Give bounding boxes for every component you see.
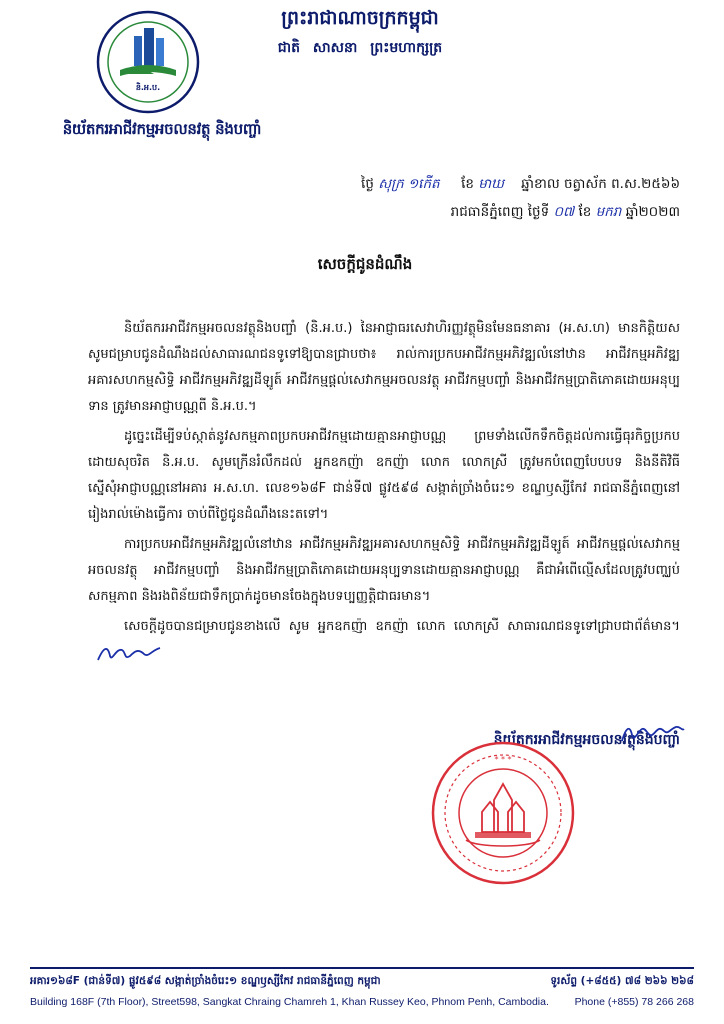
- national-motto: ជាតិ សាសនា ព្រះមហាក្សត្រ: [277, 40, 443, 56]
- paragraph-2: ដូច្នេះដើម្បីទប់ស្កាត់នូវសកម្មភាពប្រកបអាជីវកម្មដោយគ្មានអាជ្ញាបណ្ណ ព្រមទាំងលើកទឹកចិត្តដល់ការធ្វើធុរកិច្ចប្រកបដោយសុចរិត និ.អ.ប. សូមក្រើនរំលឹកដល់ អ្នកឧកញ៉ា ឧកញ៉ា លោក លោកស្រី ត្រូវមកបំពេញបែបបទ និងនីតិវិធីស្នើសុំអាជ្ញាបណ្ណនៅអគារ អ.ស.ហ. លេខ១៦៨F ជាន់ទី៧ ផ្លូវ៥៩៨ សង្កាត់ច្រាំងចំរេះ១ ខណ្ឌឫស្សីកែវ រាជធានីភ្នំពេញនៅរៀងរាល់ម៉ោងធ្វើការ ចាប់ពីថ្ងៃជូនដំណឹងនេះតទៅ។: [88, 429, 680, 522]
- org-name: និយ័តករអាជីវកម្មអចលនវត្ថុ និងបញ្ចាំ: [62, 120, 262, 138]
- footer-phone-kh: ទូរស័ព្ទ (+៨៥៥) ៧៨ ២៦៦ ២៦៨: [550, 975, 694, 987]
- footer-divider: [30, 967, 694, 969]
- paragraph-4: [88, 614, 680, 666]
- initial-signature: [94, 642, 164, 664]
- solar-month-prefix: ខែ: [578, 204, 592, 220]
- solar-year: ឆ្នាំ២០២៣: [625, 204, 680, 220]
- svg-text:* * *: * * *: [494, 755, 512, 764]
- paragraph-4-text: សេចក្តីដូចបានជម្រាបជូនខាងលើ សូម អ្នកឧកញ៉ា ឧកញ៉ា លោក លោកស្រី សាធារណជនទូទៅជ្រាបជាព័ត៌មាន។: [124, 619, 680, 634]
- lunar-day-prefix: ថ្ងៃ: [361, 176, 374, 192]
- lunar-month-prefix: ខែ: [461, 176, 474, 192]
- signatory-org-name: និយ័តករអាជីវកម្មអចលនវត្ថុនិងបញ្ចាំ: [493, 732, 680, 748]
- logo-abbr: និ.អ.ប.: [135, 83, 161, 92]
- notice-body: [88, 316, 680, 670]
- lunar-month-handwritten: មាឃ: [478, 176, 504, 192]
- solar-date-line: [280, 203, 680, 223]
- solar-day-handwritten: ០៧: [553, 204, 575, 220]
- signature-mark: [618, 721, 688, 747]
- lunar-date-line: [280, 175, 680, 195]
- solar-month-handwritten: មករា: [595, 204, 622, 220]
- kingdom-heading: ព្រះរាជាណាចក្រកម្ពុជា: [281, 7, 439, 29]
- regulator-logo: [96, 10, 200, 114]
- lunar-year: ឆ្នាំខាល ចត្វាស័ក ព.ស.២៥៦៦: [521, 176, 680, 192]
- footer-address-kh: អគារ១៦៨F (ជាន់ទី៧) ផ្លូវ៥៩៨ សង្កាត់ច្រាំងចំរេះ១ ខណ្ឌឫស្សីកែវ រាជធានីភ្នំពេញ កម្ពុជា: [30, 975, 381, 987]
- footer-address-en: Building 168F (7th Floor), Street598, Sangkat Chraing Chamreh 1, Khan Russey Keo, Phnom Penh, Cambodia.: [30, 996, 549, 1008]
- paragraph-3: ការប្រកបអាជីវកម្មអភិវឌ្ឍលំនៅឋាន អាជីវកម្មអភិវឌ្ឍអគារសហកម្មសិទ្ធិ អាជីវកម្មអភិវឌ្ឍដីឡូត៍ អាជីវកម្មផ្ដល់សេវាកម្មអចលនវត្ថុ អាជីវកម្មបញ្ចាំ និងអាជីវកម្មប្រាតិភោគដោយអនុប្បទានដោយគ្មានអាជ្ញាបណ្ណ គឺជាអំពើល្មើសដែលត្រូវបញ្ឈប់សកម្មភាព និងរងពិន័យជាទឹកប្រាក់ដូចមានចែងក្នុងបទប្បញ្ញត្តិជាធរមាន។: [88, 537, 680, 604]
- notice-title: សេចក្ដីជូនដំណឹង: [317, 255, 413, 273]
- official-seal-stamp: [430, 740, 576, 886]
- paragraph-1: និយ័តករអាជីវកម្មអចលនវត្ថុនិងបញ្ចាំ (និ.អ.ប.) នៃអាជ្ញាធរសេវាហិរញ្ញវត្ថុមិនមែនធនាគារ (អ.ស.ហ) មានកិត្តិយសសូមជម្រាបជូនដំណឹងដល់សាធារណជនទូទៅឱ្យបានជ្រាបថា៖ រាល់ការប្រកបអាជីវកម្មអភិវឌ្ឍលំនៅឋាន អាជីវកម្មអភិវឌ្ឍអគារសហកម្មសិទ្ធិ អាជីវកម្មអភិវឌ្ឍដីឡូត៍ អាជីវកម្មផ្ដល់សេវាកម្មអចលនវត្ថុ អាជីវកម្មបញ្ចាំ និងអាជីវកម្មប្រាតិភោគដោយអនុប្បទាន ត្រូវមានអាជ្ញាបណ្ណពី និ.អ.ប.។: [88, 321, 680, 414]
- solar-day-prefix: រាជធានីភ្នំពេញ ថ្ងៃទី: [450, 204, 550, 220]
- lunar-day-handwritten: សុក្រ ១កើត: [378, 176, 440, 192]
- footer-phone-en: Phone (+855) 78 266 268: [574, 996, 694, 1008]
